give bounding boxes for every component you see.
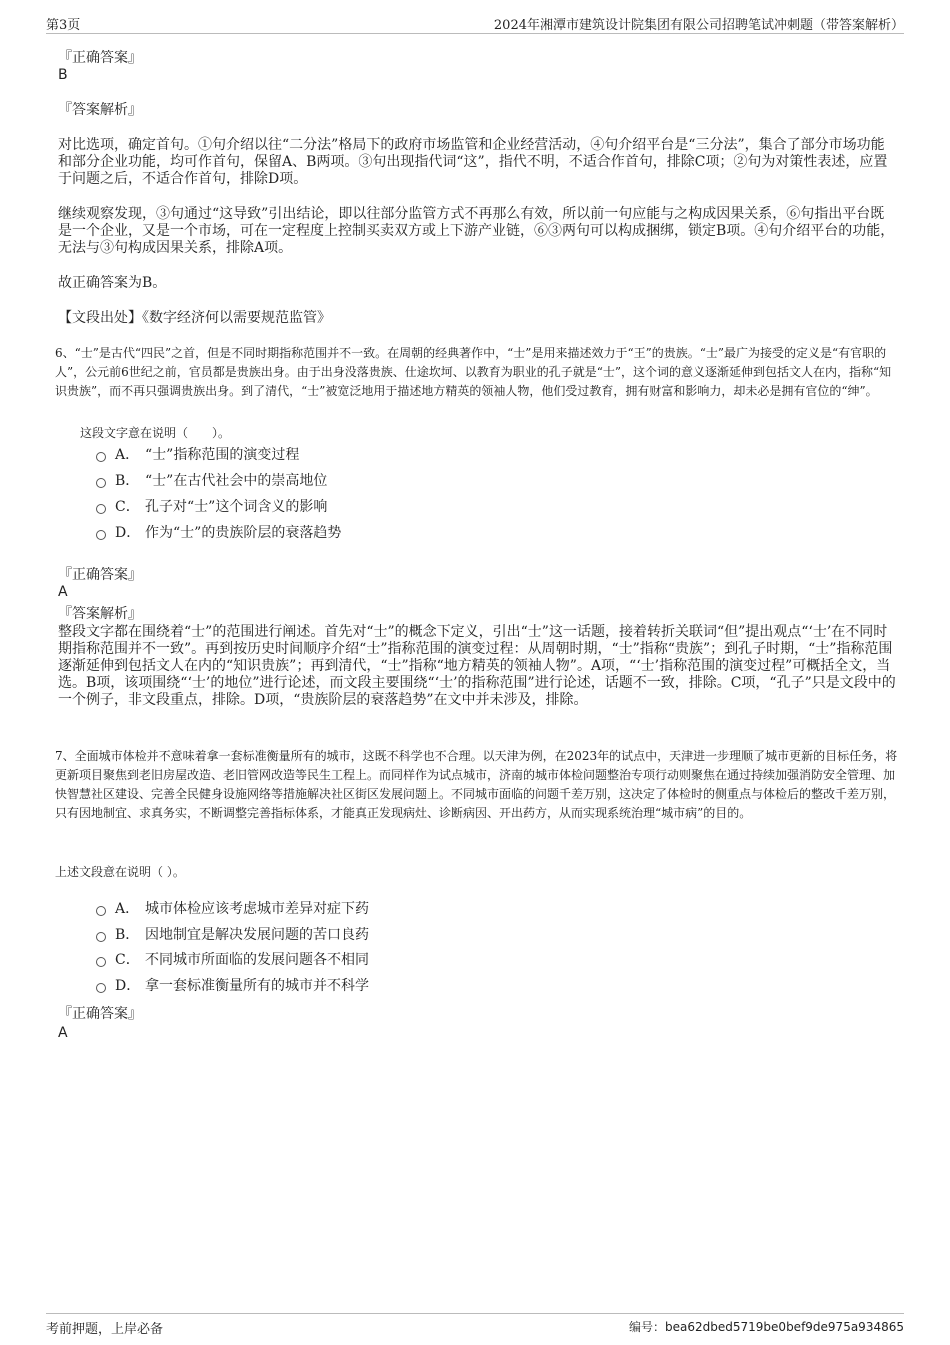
radio-icon[interactable] [96,452,106,462]
radio-icon[interactable] [96,957,106,967]
q7-option-c[interactable]: C． 不同城市所面临的发展问题各不相同 [96,951,369,969]
q6-answer-label: 『正确答案』 [58,567,142,583]
q7-option-a[interactable]: A． 城市体检应该考虑城市差异对症下药 [96,900,369,918]
page-footer [46,1313,904,1335]
q5-analysis-paragraph-1: 对比选项，确定首句。①句介绍以往“二分法”格局下的政府市场监管和企业经营活动，④句介绍平台是“三分法”，集合了部分市场功能和部分企业功能，均可作首句，保留A、B两项。③句出现指代词“这”，指代不明，不适合作首句，排除C项；②句为对策性表述，应置于问题之后，不适合作首句，排除D项。 [58,137,888,187]
q7-passage: 7、全面城市体检并不意味着拿一套标准衡量所有的城市，这既不科学也不合理。以天津为例，在2023年的试点中，天津进一步理顺了城市更新的目标任务，将更新项目聚焦到老旧房屋改造、老旧管网改造等民生工程上。而同样作为试点城市，济南的城市体检问题整治专项行动则聚焦在通过持续加强消防安全管理、加快智慧社区建设、完善全民健身设施网络等措施解决社区街区发展问题上。不同城市面临的问题千差万别，这决定了体检时的侧重点与体检后的整改千差万别，只有因地制宜、求真务实，不断调整完善指标体系，才能真正发现病灶、诊断病因、开出药方，从而实现系统治理“城市病”的目的。 [55,749,898,820]
q6-option-b[interactable]: B． “士”在古代社会中的崇高地位 [96,472,327,490]
footer-code [629,1318,904,1335]
radio-icon[interactable] [96,906,106,916]
q7-option-d[interactable]: D． 拿一套标准衡量所有的城市并不科学 [96,977,369,995]
q6-answer: A [58,584,68,600]
q5-analysis-paragraph-2: 继续观察发现，③句通过“这导致”引出结论，即以往部分监管方式不再那么有效，所以前一句应能与之构成因果关系，⑥句指出平台既是一个企业，又是一个市场，可在一定程度上控制买卖双方或上下游产业链，⑥③两句可以构成捆绑，锁定B项。④句介绍平台的功能，无法与③句构成因果关系，排除A项。 [58,206,895,256]
radio-icon[interactable] [96,932,106,942]
q6-option-a[interactable]: A． “士”指称范围的演变过程 [96,446,299,464]
q7-answer-label: 『正确答案』 [58,1006,142,1022]
q6-analysis-label: 『答案解析』 [58,606,142,622]
radio-icon[interactable] [96,504,106,514]
footer-slogan: 考前押题，上岸必备 [46,1322,164,1337]
q6-analysis: 整段文字都在围绕着“士”的范围进行阐述。首先对“士”的概念下定义，引出“士”这一话题，接着转折关联词“但”提出观点“‘士’在不同时期指称范围并不一致”。再到按历史时间顺序介绍“士”指称范围的演变过程：从周朝时期，“士”指称“贵族”；到孔子时期，“士”指称范围逐渐延伸到包括文人在内的“知识贵族”；再到清代，“士”指称“地方精英的领袖人物”。A项，“‘士’指称范围的演变过程”可概括全文，当选。B项，该项围绕“‘士’的地位”进行论述，而文段主要围绕“‘士’的指称范围”进行论述，话题不一致，排除。C项，“孔子”只是文段中的一个例子，非文段重点，排除。D项，“贵族阶层的衰落趋势”在文中并未涉及，排除。 [58,624,896,708]
radio-icon[interactable] [96,478,106,488]
q5-conclusion: 故正确答案为B。 [58,275,167,291]
q6-passage: 6、“士”是古代“四民”之首，但是不同时期指称范围并不一致。在周朝的经典著作中，“士”是用来描述效力于“王”的贵族。“士”最广为接受的定义是“有官职的人”，公元前6世纪之前，官员都是贵族出身。由于出身没落贵族、仕途坎坷、以教育为职业的孔子就是“士”，这个词的意义逐渐延伸到包括文人在内，指称“知识贵族”，而不再只强调贵族出身。到了清代，“士”被宽泛地用于描述地方精英的领袖人物，他们受过教育，拥有财富和影响力，却未必是拥有官位的“绅”。 [55,346,892,398]
q5-answer-label: 『正确答案』 [58,50,142,66]
q6-option-c[interactable]: C． 孔子对“士”这个词含义的影响 [96,498,327,516]
page-number: 第3页 [46,18,81,33]
q7-stem: 上述文段意在说明（ ）。 [55,865,185,879]
radio-icon[interactable] [96,530,106,540]
q5-answer: B [58,67,68,83]
q6-stem: 这段文字意在说明（ ）。 [80,426,231,440]
q7-option-b[interactable]: B． 因地制宜是解决发展问题的苦口良药 [96,926,369,944]
footer-code-label: 编号： [629,1320,666,1334]
q7-answer: A [58,1025,68,1041]
q6-option-d[interactable]: D． 作为“士”的贵族阶层的衰落趋势 [96,524,341,542]
radio-icon[interactable] [96,983,106,993]
q5-analysis-label: 『答案解析』 [58,102,142,118]
document-title: 2024年湘潭市建筑设计院集团有限公司招聘笔试冲刺题（带答案解析） [493,18,904,33]
page-header [46,12,904,34]
q5-source: 【文段出处】《数字经济何以需要规范监管》 [58,310,331,326]
footer-code-value: bea62dbed5719be0bef9de975a934865 [665,1320,904,1334]
